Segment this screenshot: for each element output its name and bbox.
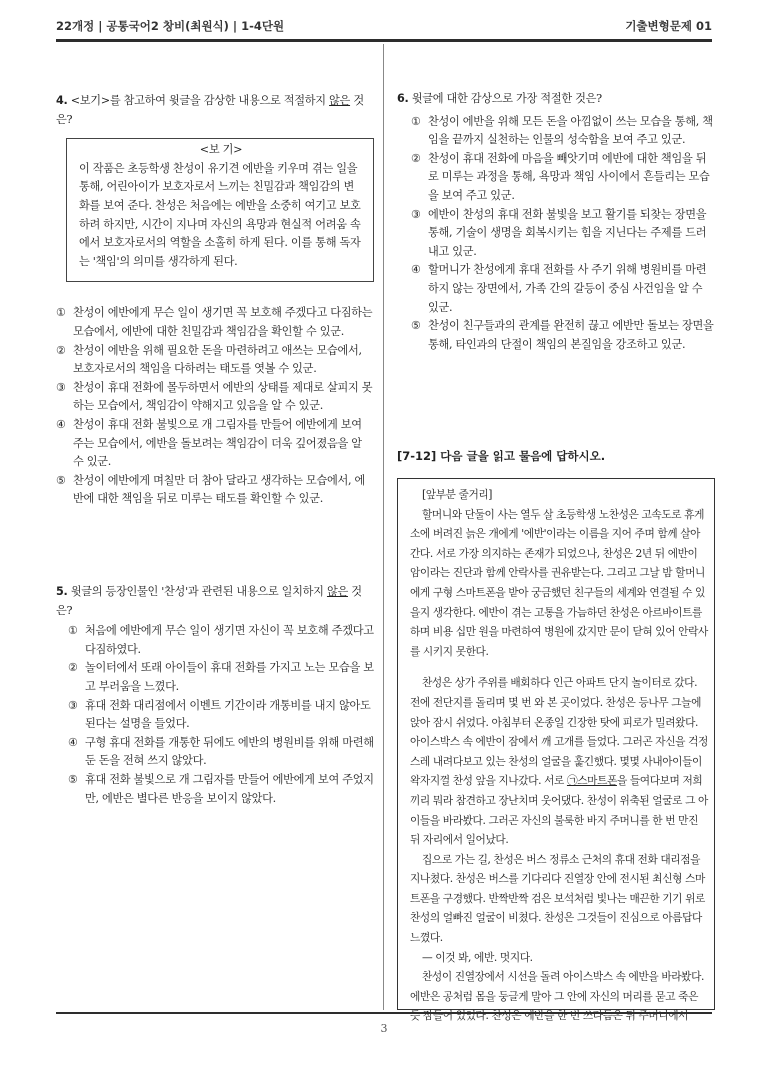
header-right: 기출변형문제 01 bbox=[625, 19, 712, 33]
passage-box bbox=[397, 478, 715, 1023]
option-3[interactable]: ③ 찬성이 휴대 전화에 몰두하면서 에반의 상태를 제대로 살피지 못하는 모습에서, 책임감이 약해지고 있음을 알 수 있군. bbox=[56, 380, 373, 413]
column-divider bbox=[383, 44, 384, 1010]
bogi-text: 이 작품은 초등학생 찬성이 유기견 에반을 키우며 겪는 일을 통해, 어린아이가 보호자로서 느끼는 친밀감과 책임감의 변화를 보여 준다. 찬성은 처음에는 에반을 소중히 여기고 보호하려 하지만, 시간이 지나며 자신의 욕망과 현실적 어려움 속에서 보호자로서의 역할을 소홀히 하게 된다. 이를 통해 독자는 '책임'의 의미를 생각하게 된다. bbox=[79, 161, 361, 268]
option-1[interactable]: ① 찬성이 에반을 위해 모든 돈을 아낌없이 쓰는 모습을 통해, 책임을 끝까지 실천하는 인물의 성숙함을 보여 주고 있군. bbox=[411, 114, 713, 147]
question-5-number: 5. bbox=[56, 585, 68, 598]
option-3[interactable]: ③ 휴대 전화 대리점에서 이벤트 기간이라 개통비를 내지 않아도 된다는 설명을 들었다. bbox=[68, 698, 371, 731]
question-6-options bbox=[397, 113, 715, 355]
option-4[interactable]: ④ 구형 휴대 전화를 개통한 뒤에도 에반의 병원비를 위해 마련해 둔 돈을 전혀 쓰지 않았다. bbox=[68, 735, 374, 768]
question-6 bbox=[397, 90, 715, 354]
passage-summary: 할머니와 단둘이 사는 열두 살 초등학생 노찬성은 고속도로 휴게소에 버려진 늙은 개에게 '에반'이라는 이름을 지어 주며 함께 살아간다. 서로 가장 의지하는 존재가 되었으나, 찬성은 2년 뒤 에반이 암이라는 진단과 함께 안락사를 권유받는다. 그리고 그날 밤 할머니에게 구형 스마트폰을 받아 궁금했던 친구들의 세계와 연결될 수 있을지 생각한다. 에반이 겪는 고통을 가늠하던 찬성은 아르바이트를 하며 비용 십만 원을 마련하여 병원에 갔지만 문이 닫혀 있어 안락사를 시키지 못한다. bbox=[410, 507, 708, 658]
page-number: 3 bbox=[380, 1022, 388, 1035]
bogi-label: <보 기> bbox=[199, 143, 243, 157]
section-heading: [7-12] 다음 글을 읽고 물음에 답하시오. bbox=[397, 449, 606, 463]
option-2[interactable]: ② 놀이터에서 또래 아이들이 휴대 전화를 가지고 노는 모습을 보고 부러움을 느꼈다. bbox=[68, 661, 374, 693]
question-5-options bbox=[56, 622, 374, 808]
bottom-rule bbox=[56, 1012, 712, 1014]
question-6-number: 6. bbox=[397, 92, 409, 105]
underlined-smartphone: ㉠스마트폰 bbox=[566, 774, 617, 788]
top-rule bbox=[56, 39, 712, 42]
question-5 bbox=[56, 583, 374, 808]
option-1[interactable]: ① 처음에 에반에게 무슨 일이 생기면 자신이 꼭 보호해 주겠다고 다짐하였다. bbox=[68, 624, 374, 656]
passage-dialogue: — 이것 봐, 에반. 멋지다. bbox=[422, 950, 533, 964]
option-5[interactable]: ⑤ 찬성이 친구들과의 관계를 완전히 끊고 에반만 돌보는 장면을 통해, 타인과의 단절이 책임의 본질임을 강조하고 있군. bbox=[411, 319, 714, 351]
option-5[interactable]: ⑤ 찬성이 에반에게 며칠만 더 참아 달라고 생각하는 모습에서, 에반에 대한 책임을 뒤로 미루는 태도를 확인할 수 있군. bbox=[56, 473, 365, 506]
question-4 bbox=[56, 92, 374, 509]
question-4-number: 4. bbox=[56, 94, 68, 107]
option-3[interactable]: ③ 에반이 찬성의 휴대 전화 불빛을 보고 활기를 되찾는 장면을 통해, 기술이 생명을 회복시키는 힘을 지닌다는 주제를 드러내고 있군. bbox=[411, 207, 707, 258]
option-4[interactable]: ④ 할머니가 찬성에게 휴대 전화를 사 주기 위해 병원비를 마련하지 않는 장면에서, 가족 간의 갈등이 중심 사건임을 알 수 있군. bbox=[411, 263, 707, 314]
option-4[interactable]: ④ 찬성이 휴대 전화 불빛으로 개 그림자를 만들어 에반에게 보여 주는 모습에서, 에반을 돌보려는 책임감이 더욱 깊어졌음을 알 수 있군. bbox=[56, 417, 362, 469]
option-1[interactable]: ① 찬성이 에반에게 무슨 일이 생기면 꼭 보호해 주겠다고 다짐하는 모습에서, 에반에 대한 친밀감과 책임감을 확인할 수 있군. bbox=[56, 306, 373, 338]
option-2[interactable]: ② 찬성이 에반을 위해 필요한 돈을 마련하려고 애쓰는 모습에서, 보호자로서의 책임을 다하려는 태도를 엿볼 수 있군. bbox=[56, 343, 362, 376]
passage-intro: [앞부분 줄거리] bbox=[422, 488, 493, 501]
header-left: 22개정 | 공통국어2 창비(최원식) | 1-4단원 bbox=[56, 19, 285, 33]
question-4-options bbox=[56, 304, 374, 509]
question-6-stem: 6. 윗글에 대한 감상으로 가장 적절한 것은? bbox=[397, 92, 602, 105]
question-4-stem: 4. <보기>를 참고하여 윗글을 감상한 내용으로 적절하지 않은 것은? bbox=[56, 94, 364, 126]
option-5[interactable]: ⑤ 휴대 전화 불빛으로 개 그림자를 만들어 에반에게 보여 주었지만, 에반은 별다른 반응을 보이지 않았다. bbox=[68, 772, 374, 805]
question-5-stem: 5. 윗글의 등장인물인 '찬성'과 관련된 내용으로 일치하지 않은 것은? bbox=[56, 585, 362, 617]
option-2[interactable]: ② 찬성이 휴대 전화에 마음을 빼앗기며 에반에 대한 책임을 뒤로 미루는 과정을 통해, 욕망과 책임 사이에서 흔들리는 모습을 보여 주고 있군. bbox=[411, 151, 710, 202]
bogi-box bbox=[66, 138, 374, 282]
passage-paragraph-3: 찬성이 진열장에서 시선을 돌려 아이스박스 속 에반을 바라봤다. 에반은 공처럼 몸을 둥글게 말아 그 안에 자신의 머리를 묻고 죽은 듯 잠들어 있었다. 찬성은 에반을 한 번 쓰다듬은 뒤 주머니에서 bbox=[410, 970, 705, 1023]
passage-paragraph-2: 집으로 가는 길, 찬성은 버스 정류소 근처의 휴대 전화 대리점을 지나쳤다. 찬성은 버스를 기다리다 진열장 안에 전시된 최신형 스마트폰을 구경했다. 반짝반짝 검은 보석처럼 빛나는 매끈한 기기 위로 찬성의 얼빠진 얼굴이 비쳤다. 찬성은 그것들이 진심으로 아름답다 느꼈다. bbox=[410, 852, 705, 945]
passage-paragraph-1: 찬성은 상가 주위를 배회하다 인근 아파트 단지 놀이터로 갔다. 전에 전단지를 돌리며 몇 번 와 본 곳이었다. 찬성은 등나무 그늘에 앉아 잠시 쉬었다. 아침부터 온종일 긴장한 탓에 피로가 밀려왔다. 아이스박스 속 에반이 잠에서 깨 고개를 들었다. 그러곤 자신을 걱정스레 내려다보고 있는 찬성의 얼굴을 훑긴했다. 몇몇 사내아이들이 왁자지껄 찬성 앞을 지나갔다. 서로 ㉠스마트폰을 들여다보며 저희끼리 뭐라 참견하고 장난치며 웃어댔다. 찬성이 위축된 얼굴로 그 아이들을 바라봤다. 그러곤 자신의 불룩한 바지 주머니를 한 번 만진 뒤 자리에서 일어났다. bbox=[410, 676, 708, 847]
